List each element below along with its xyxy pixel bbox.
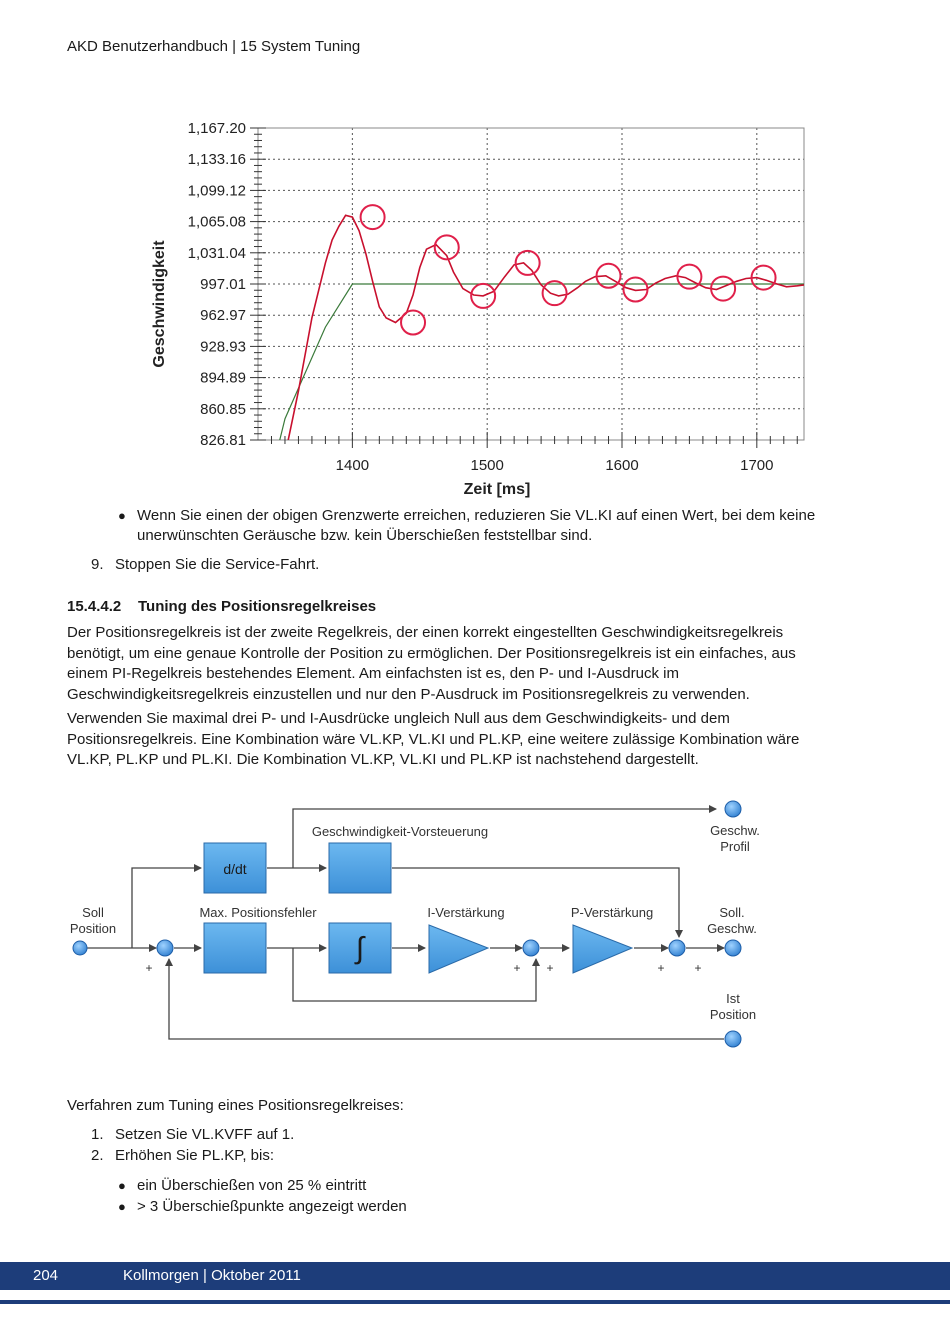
- x-axis-label: Zeit [ms]: [463, 481, 531, 498]
- feedforward-label: Geschwindigkeit-Vorsteuerung: [311, 824, 489, 839]
- x-tick-label: 1600: [605, 457, 639, 474]
- y-tick-label: 1,133.16: [187, 151, 246, 169]
- page-header: AKD Benutzerhandbuch | 15 System Tuning: [67, 38, 361, 55]
- plus-sign: +: [657, 961, 665, 975]
- y-tick-label: 962.97: [200, 307, 246, 325]
- i-gain-triangle: [429, 925, 488, 973]
- bullet-text-line-2: unerwünschten Geräusche bzw. kein Überschießen feststellbar sind.: [137, 527, 593, 544]
- soll-gesch-label-1: Soll.: [719, 905, 745, 920]
- p-gain-label: P-Verstärkung: [570, 905, 654, 920]
- max-position-error-label: Max. Positionsfehler: [199, 905, 317, 920]
- step-text: Setzen Sie VL.KVFF auf 1.: [115, 1126, 295, 1143]
- page-number: 204: [33, 1267, 59, 1284]
- y-tick-label: 894.89: [200, 369, 246, 387]
- paragraph-line: Der Positionsregelkreis ist der zweite Regelkreis, der einen korrekt eingestellten Geschwindigkeitsregelkreis: [67, 624, 784, 641]
- paragraph-1: [67, 623, 796, 705]
- control-loop-diagram-svg: [60, 785, 860, 1065]
- paragraph-line: Geschwindigkeitsregelkreis einzustellen und nur den P-Ausdruck im Positionsregelkreis zu verwenden.: [67, 685, 750, 703]
- y-tick-label: 928.93: [200, 338, 246, 356]
- x-tick-label: 1700: [740, 457, 774, 474]
- velocity-chart-svg: [140, 108, 820, 503]
- y-tick-label: 1,099.12: [187, 182, 246, 200]
- page-footer: [0, 1262, 950, 1290]
- y-tick-label: 826.81: [200, 432, 246, 449]
- section-number: 15.4.4.2: [67, 598, 122, 615]
- step-number: 9.: [91, 556, 104, 573]
- step-number: 2.: [91, 1147, 104, 1164]
- gesch-profil-label-2: Profil: [720, 839, 750, 854]
- paragraph-line: Verwenden Sie maximal drei P- und I-Ausdrücke ungleich Null aus dem Geschwindigkeits- und dem: [67, 710, 730, 727]
- y-tick-label: 860.85: [200, 400, 246, 418]
- soll-gesch-node: [725, 940, 741, 956]
- plus-sign: +: [546, 961, 554, 975]
- ist-position-node: [725, 1031, 741, 1047]
- max-position-error-block: [204, 923, 266, 973]
- paragraph-line: VL.KP, PL.KP und PL.KI. Die Kombination VL.KP, VL.KI und PL.KP ist nachstehend dargestellt.: [67, 751, 699, 768]
- plus-sign: +: [694, 961, 702, 975]
- y-tick-label: 1,167.20: [187, 120, 246, 137]
- highlight-circle: [361, 205, 385, 229]
- section-title: Tuning des Positionsregelkreises: [138, 598, 377, 615]
- plus-sign: +: [145, 961, 153, 975]
- y-tick-label: 997.01: [200, 276, 246, 293]
- step-text: Erhöhen Sie PL.KP, bis:: [115, 1147, 274, 1164]
- summing-node-3: [669, 940, 685, 956]
- gesch-profil-node: [725, 801, 741, 817]
- paragraph-2: [67, 709, 799, 771]
- summing-node-1: [157, 940, 173, 956]
- step-number: 1.: [91, 1126, 104, 1143]
- p-gain-triangle: [573, 925, 632, 973]
- y-tick-labels: [188, 120, 246, 449]
- paragraph-line: benötigt, um eine genaue Kontrolle der Position zu ermöglichen. Der Positionsregelkreis ist ein einfaches, aus: [67, 644, 796, 662]
- bullet-text: ein Überschießen von 25 % eintritt: [137, 1177, 367, 1194]
- x-tick-label: 1500: [470, 457, 504, 474]
- soll-position-label-2: Position: [69, 921, 117, 936]
- bullet-text: > 3 Überschießpunkte angezeigt werden: [137, 1198, 407, 1215]
- footer-rule: [0, 1300, 950, 1304]
- procedure-title: Verfahren zum Tuning eines Positionsregelkreises:: [67, 1097, 404, 1114]
- bullet-dot: ●: [118, 1199, 126, 1214]
- x-tick-label: 1400: [335, 457, 370, 474]
- paragraph-line: Positionsregelkreis. Eine Kombination wäre VL.KP, VL.KI und PL.KP, eine weitere zulässige Kombination wäre: [67, 730, 800, 748]
- i-gain-label: I-Verstärkung: [427, 905, 505, 920]
- y-axis-label: Geschwindigkeit: [151, 240, 168, 368]
- ddt-label: d/dt: [223, 861, 247, 877]
- step-text: Stoppen Sie die Service-Fahrt.: [115, 556, 320, 573]
- velocity-chart: [140, 108, 820, 503]
- soll-gesch-label-2: Geschw.: [707, 921, 757, 936]
- feedforward-block: [329, 843, 391, 893]
- bullet-text-line-1: Wenn Sie einen der obigen Grenzwerte erreichen, reduzieren Sie VL.KI auf einen Wert, bei dem keine: [137, 507, 816, 524]
- integral-icon: ∫: [355, 932, 365, 965]
- control-loop-diagram: [60, 785, 860, 1065]
- soll-position-label-1: Soll: [82, 905, 104, 920]
- diagram-wires: [80, 809, 724, 1039]
- summing-node-2: [523, 940, 539, 956]
- ist-position-label-2: Position: [709, 1007, 757, 1022]
- paragraph-line: einem PI-Regelkreis bestehendes Element. Am einfachsten ist es, den P- und I-Ausdruck im: [67, 665, 679, 682]
- highlight-circle: [516, 251, 540, 275]
- y-tick-label: 1,065.08: [187, 213, 246, 231]
- bullet-dot: ●: [118, 508, 126, 523]
- highlight-circle: [543, 281, 567, 305]
- highlight-circle: [401, 311, 425, 335]
- ist-position-label-1: Ist: [726, 991, 740, 1006]
- soll-position-node: [73, 941, 87, 955]
- y-tick-label: 1,031.04: [187, 244, 246, 262]
- footer-text: Kollmorgen | Oktober 2011: [123, 1267, 301, 1284]
- bullet-dot: ●: [118, 1178, 126, 1193]
- plus-sign: +: [513, 961, 521, 975]
- gesch-profil-label-1: Geschw.: [710, 823, 760, 838]
- section-heading: [67, 598, 376, 615]
- x-tick-labels: [336, 457, 774, 474]
